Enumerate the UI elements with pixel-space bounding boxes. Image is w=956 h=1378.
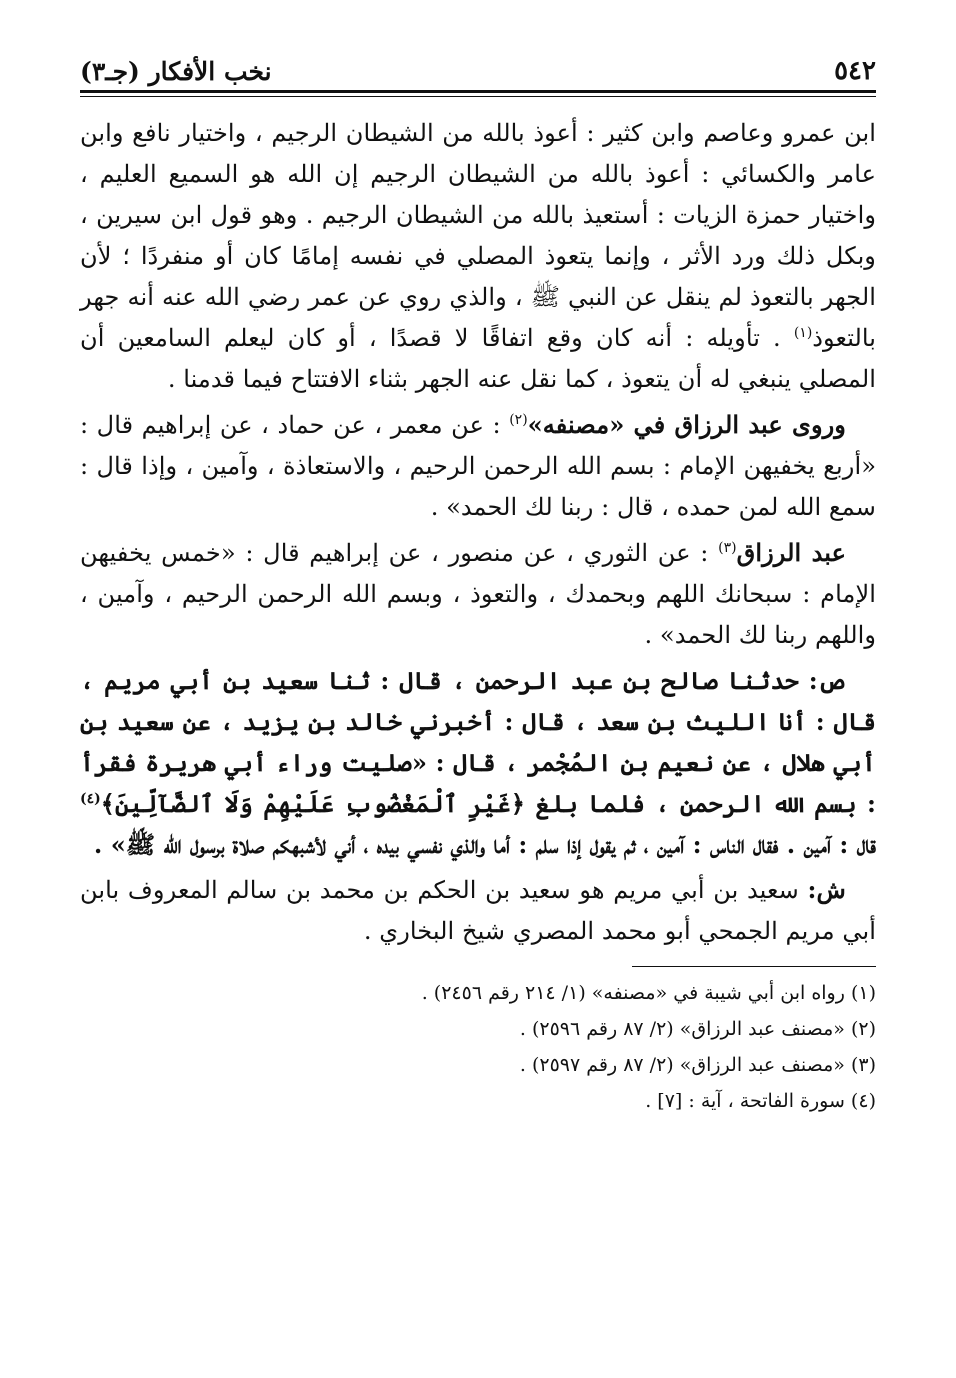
page [80, 50, 876, 1121]
paragraph-2-lead: وروى عبد الرزاق في «مصنفه» [527, 410, 846, 439]
footnote-4: (٤) سورة الفاتحة ، آية : [٧] . [645, 1090, 876, 1112]
footnote-1: (١) رواه ابن أبي شيبة في «مصنفه» (١/ ٢١٤ رقم ٢٤٥٦) . [421, 982, 876, 1004]
footnote-2: (٢) «مصنف عبد الرزاق» (٢/ ٨٧ رقم ٢٥٩٦) . [519, 1018, 876, 1040]
paragraph-3 [80, 532, 876, 656]
header-rule-thin [80, 96, 876, 97]
paragraph-4-hadith [80, 660, 876, 865]
paragraph-2-text: : عن معمر ، عن حماد ، عن إبراهيم قال : «أربع يخفيهن الإمام : بسم الله الرحمن الرحيم ، والاستعاذة ، وآمين ، وإذا قال : سمع الله لمن حمده ، قال : ربنا لك الحمد» . [80, 411, 876, 521]
paragraph-4-text: ص: حدثنا صالح بن عبد الرحمن ، قال : ثنا سعيد بن أبي مريم ، قال : أنا الليث بن سعد ، قال : أخبرني خالد بن يزيد ، عن سعيد بن أبي هلال ، عن نعيم بن المُجْمر ، قال : «صليت وراء أبي هريرة فقرأ : بسم الله الرحمن ، فلما بلغ ﴿غَيْرِ ٱلْمَغْضُوبِ عَلَيْهِمْ وَلَا ٱلضَّآلِّينَ﴾ [80, 666, 876, 818]
paragraph-5 [80, 869, 876, 952]
header-rule-thick [80, 90, 876, 93]
footnote-ref-3: (٣) [718, 539, 737, 556]
paragraph-2 [80, 404, 876, 528]
paragraph-1 [80, 113, 876, 400]
paragraph-4-tail: قال : آمين . فقال الناس : آمين ، ثم يقول إذا سلم : أما والذي نفسي بيده ، أني لأشبهكم صلاة برسول الله ﷺ» . [93, 830, 876, 859]
footnote-ref-4: (٤) [80, 790, 101, 807]
paragraph-1-text: ابن عمرو وعاصم وابن كثير : أعوذ بالله من الشيطان الرجيم ، واختيار نافع وابن عامر والكسائي : أعوذ بالله من الشيطان الرجيم إن الله هو السميع العليم ، واختيار حمزة الزيات : أستعيذ بالله من الشيطان الرجيم . وهو قول ابن سيرين ، وبكل ذلك ورد الأثر ، وإنما يتعوذ المصلي في نفسه إمامًا كان أو منفردًا ؛ لأن الجهر بالتعوذ لم ينقل عن النبي ﷺ ، والذي روي عن عمر رضي الله عنه أنه جهر بالتعوذ [80, 119, 876, 352]
main-text [80, 113, 876, 952]
footnote-ref-2: (٢) [509, 411, 528, 428]
paragraph-3-lead: عبد الرزاق [736, 538, 846, 567]
footnotes [80, 977, 876, 1117]
paragraph-5-lead: ش: [807, 875, 846, 904]
page-number: ٥٤٢ [834, 56, 876, 86]
footnote-ref-1: (١) [793, 324, 813, 341]
running-title: نخب الأفكار (جـ٣) [80, 57, 272, 86]
paragraph-5-text: سعيد بن أبي مريم هو سعيد بن الحكم بن محمد بن سالم المعروف بابن أبي مريم الجمحي أبو محمد المصري شيخ البخاري . [80, 876, 876, 945]
paragraph-1-tail: . تأويله : أنه كان وقع اتفاقًا لا قصدًا ، أو كان ليعلم السامعين أن المصلي ينبغي له أن يتعوذ ، كما نقل عنه الجهر بثناء الافتتاح فيما قدمنا . [80, 324, 876, 393]
running-head [80, 50, 876, 86]
footnote-3: (٣) «مصنف عبد الرزاق» (٢/ ٨٧ رقم ٢٥٩٧) . [519, 1054, 876, 1076]
footnote-separator [632, 966, 876, 967]
paragraph-3-text: : عن الثوري ، عن منصور ، عن إبراهيم قال : «خمس يخفيهن الإمام : سبحانك اللهم وبحمدك ، والتعوذ ، وبسم الله الرحمن الرحيم ، وآمين ، واللهم ربنا لك الحمد» . [80, 539, 876, 649]
